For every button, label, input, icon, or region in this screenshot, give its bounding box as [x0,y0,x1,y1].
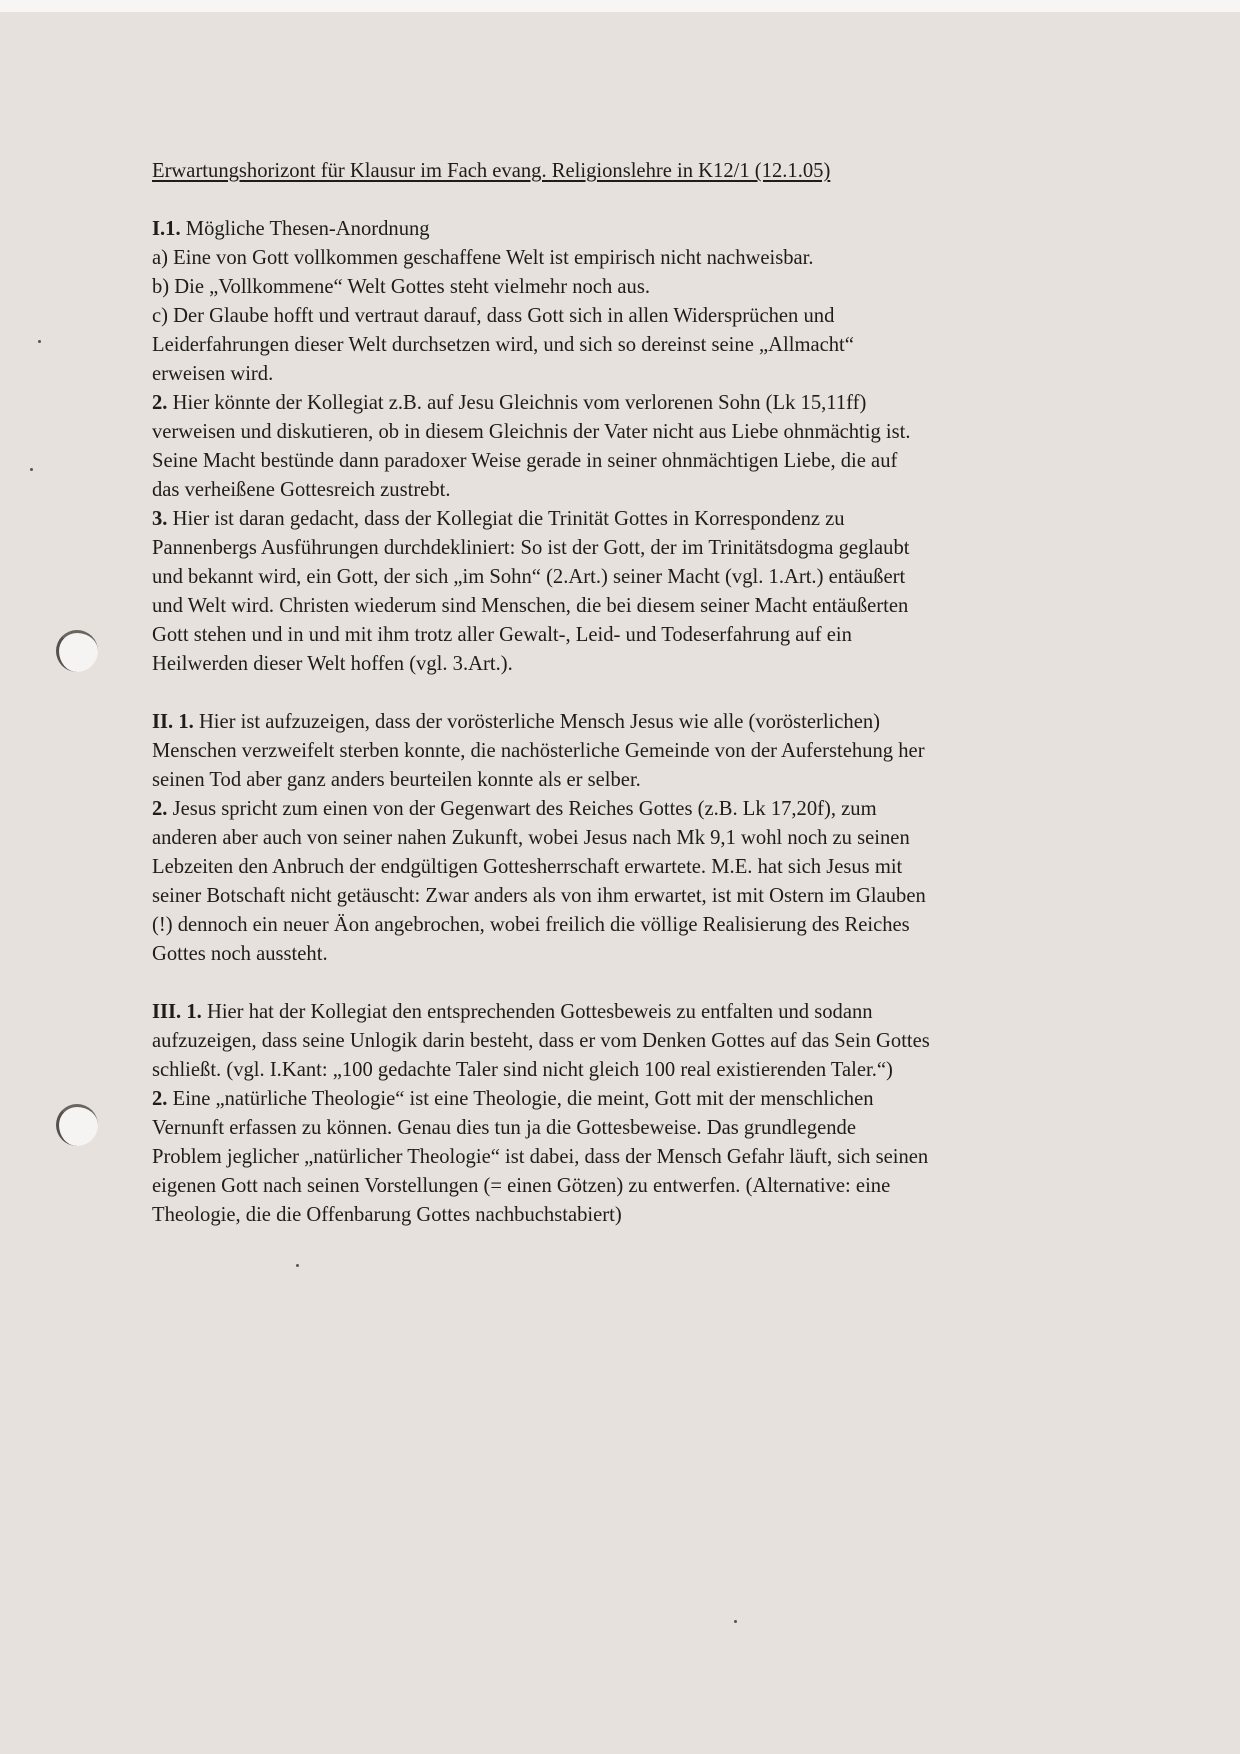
text-line [152,244,1112,273]
line-text: (!) dennoch ein neuer Äon angebrochen, wobei freilich die völlige Realisierung des Reiches [152,914,910,936]
text-line [152,273,1112,302]
section-ii [152,708,1112,969]
text-line [152,418,1112,447]
scan-border [0,0,1240,12]
line-text: Jesus spricht zum einen von der Gegenwart des Reiches Gottes (z.B. Lk 17,20f), zum [172,798,877,820]
text-line [152,824,1112,853]
item-number: 3. [152,508,168,530]
line-text: verweisen und diskutieren, ob in diesem Gleichnis der Vater nicht aus Liebe ohnmächtig ist. [152,421,911,443]
line-text: Mögliche Thesen-Anordnung [185,218,430,240]
text-line [152,592,1112,621]
text-line [152,505,1112,534]
section-item [152,998,1112,1085]
line-text: das verheißene Gottesreich zustrebt. [152,479,451,501]
text-line [152,737,1112,766]
section-item [152,505,1112,679]
text-line [152,998,1112,1027]
section-item [152,708,1112,795]
item-number: 2. [152,392,168,414]
paper-speck [734,1620,737,1623]
text-line [152,331,1112,360]
item-number: II. 1. [152,711,194,733]
line-text: a) Eine von Gott vollkommen geschaffene Welt ist empirisch nicht nachweisbar. [152,247,814,269]
text-line [152,882,1112,911]
line-text: und bekannt wird, ein Gott, der sich „im Sohn“ (2.Art.) seiner Macht (vgl. 1.Art.) entäußert [152,566,906,588]
item-number: 2. [152,798,168,820]
text-line [152,1143,1112,1172]
text-line [152,766,1112,795]
punch-hole-lower [56,1104,98,1146]
text-line [152,476,1112,505]
text-line [152,940,1112,969]
paper-speck [30,468,33,471]
section-item [152,215,1112,389]
line-text: Heilwerden dieser Welt hoffen (vgl. 3.Art.). [152,653,513,675]
text-line [152,650,1112,679]
line-text: erweisen wird. [152,363,274,385]
section-iii [152,998,1112,1230]
paper-speck [296,1264,299,1267]
item-number: III. 1. [152,1001,202,1023]
text-line [152,534,1112,563]
line-text: seinen Tod aber ganz anders beurteilen konnte als er selber. [152,769,641,791]
line-text: Hier ist daran gedacht, dass der Kollegiat die Trinität Gottes in Korrespondenz zu [172,508,845,530]
section-item [152,389,1112,505]
text-line [152,853,1112,882]
punch-hole-upper [56,630,98,672]
section-item [152,1085,1112,1230]
text-line [152,302,1112,331]
document-body [152,157,1112,1230]
line-text: Eine „natürliche Theologie“ ist eine Theologie, die meint, Gott mit der menschlichen [172,1088,874,1110]
text-line [152,795,1112,824]
text-line [152,1172,1112,1201]
line-text: Vernunft erfassen zu können. Genau dies tun ja die Gottesbeweise. Das grundlegende [152,1117,856,1139]
text-line [152,911,1112,940]
line-text: b) Die „Vollkommene“ Welt Gottes steht vielmehr noch aus. [152,276,651,298]
text-line [152,447,1112,476]
item-number: 2. [152,1088,168,1110]
document-title: Erwartungshorizont für Klausur im Fach evang. Religionslehre in K12/1 (12.1.05) [152,160,831,182]
text-line [152,621,1112,650]
line-text: Theologie, die die Offenbarung Gottes nachbuchstabiert) [152,1204,622,1226]
line-text: Problem jeglicher „natürlicher Theologie“ ist dabei, dass der Mensch Gefahr läuft, sich seinen [152,1146,929,1168]
line-text: aufzuzeigen, dass seine Unlogik darin besteht, dass er vom Denken Gottes auf das Sein Gottes [152,1030,930,1052]
line-text: Hier könnte der Kollegiat z.B. auf Jesu Gleichnis vom verlorenen Sohn (Lk 15,11ff) [172,392,867,414]
line-text: Menschen verzweifelt sterben konnte, die nachösterliche Gemeinde von der Auferstehung her [152,740,925,762]
section-i [152,215,1112,679]
text-line [152,360,1112,389]
line-text: anderen aber auch von seiner nahen Zukunft, wobei Jesus nach Mk 9,1 wohl noch zu seinen [152,827,910,849]
line-text: seiner Botschaft nicht getäuscht: Zwar anders als von ihm erwartet, ist mit Ostern im Glauben [152,885,926,907]
line-text: Gott stehen und in und mit ihm trotz aller Gewalt-, Leid- und Todeserfahrung auf ein [152,624,852,646]
line-text: c) Der Glaube hofft und vertraut darauf, dass Gott sich in allen Widersprüchen und [152,305,835,327]
line-text: Hier ist aufzuzeigen, dass der vorösterliche Mensch Jesus wie alle (vorösterlichen) [198,711,881,733]
text-line [152,1027,1112,1056]
line-text: Hier hat der Kollegiat den entsprechenden Gottesbeweis zu entfalten und sodann [206,1001,873,1023]
line-text: Gottes noch aussteht. [152,943,328,965]
item-number: I.1. [152,218,181,240]
section-item [152,795,1112,969]
text-line [152,563,1112,592]
line-text: Seine Macht bestünde dann paradoxer Weise gerade in seiner ohnmächtigen Liebe, die auf [152,450,898,472]
line-text: und Welt wird. Christen wiederum sind Menschen, die bei diesem seiner Macht entäußerten [152,595,909,617]
line-text: eigenen Gott nach seinen Vorstellungen (= einen Götzen) zu entwerfen. (Alternative: eine [152,1175,891,1197]
line-text: Leiderfahrungen dieser Welt durchsetzen wird, und sich so dereinst seine „Allmacht“ [152,334,854,356]
document-sections [152,215,1112,1230]
line-text: Pannenbergs Ausführungen durchdekliniert: So ist der Gott, der im Trinitätsdogma geglaubt [152,537,910,559]
text-line [152,708,1112,737]
text-line [152,215,1112,244]
line-text: Lebzeiten den Anbruch der endgültigen Gottesherrschaft erwartete. M.E. hat sich Jesus mit [152,856,903,878]
text-line [152,1201,1112,1230]
text-line [152,1114,1112,1143]
text-line [152,1056,1112,1085]
text-line [152,1085,1112,1114]
line-text: schließt. (vgl. I.Kant: „100 gedachte Taler sind nicht gleich 100 real existierenden Taler.“) [152,1059,893,1081]
text-line [152,389,1112,418]
paper-speck [38,340,41,343]
